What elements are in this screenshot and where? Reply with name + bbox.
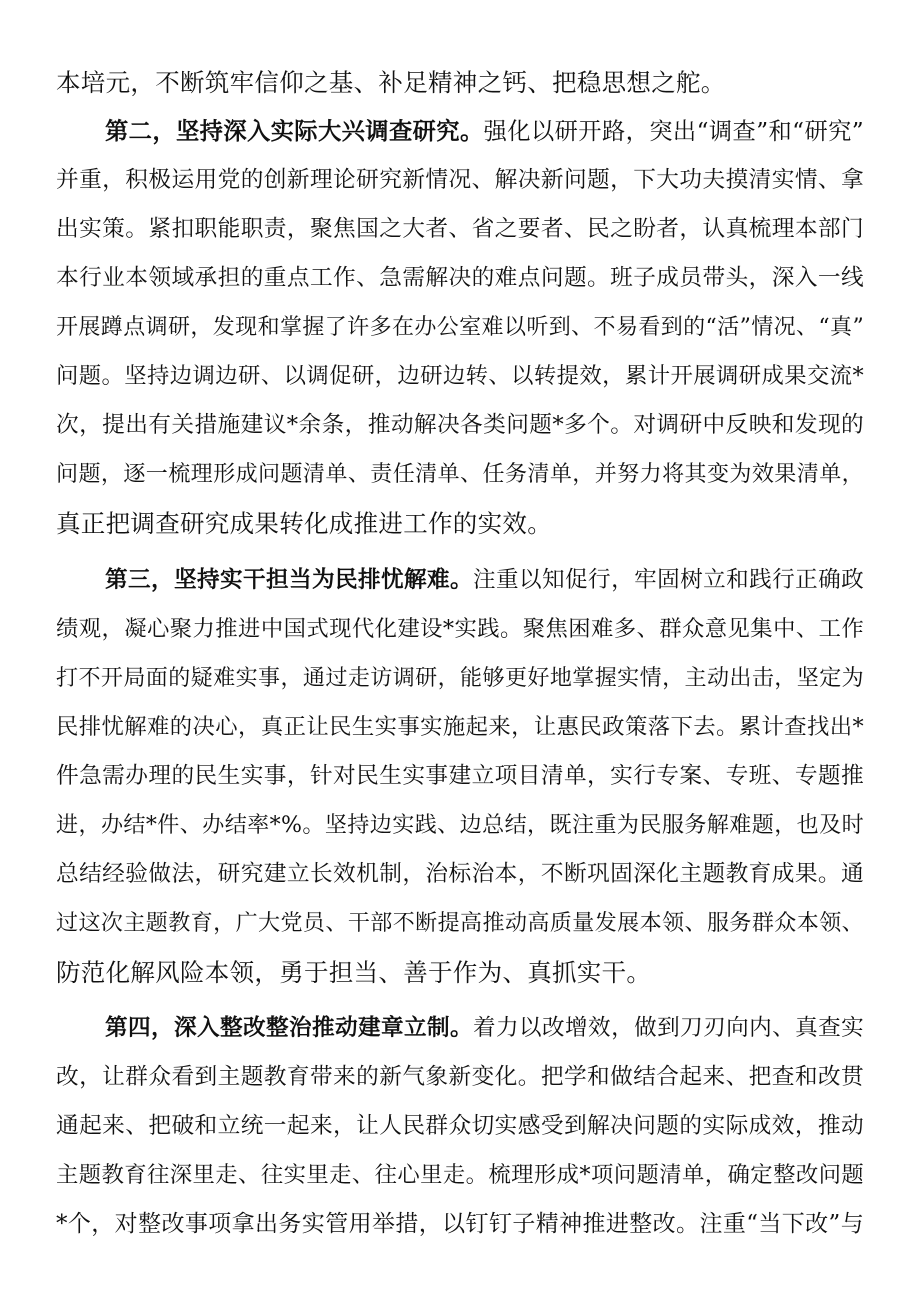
paragraph-fourth <box>56 1004 864 1249</box>
text-line: 次，提出有关措施建议*余条，推动解决各类问题*多个。对调研中反映和发现的 <box>56 412 864 438</box>
section-heading: 第四，深入整改整治推动建章立制。 <box>105 1015 474 1041</box>
text-line: 本培元，不断筑牢信仰之基、补足精神之钙、把稳思想之舵。 <box>56 68 726 97</box>
text-line: 问题。坚持边调边研、以调促研，边研边转、以转提效，累计开展调研成果交流* <box>56 363 864 389</box>
text-line: 件急需办理的民生实事，针对民生实事建立项目清单，实行专案、专班、专题推 <box>56 763 864 789</box>
paragraph-second <box>56 107 864 548</box>
paragraph-lead-text: 强化以研开路，突出“调查”和“研究” <box>483 118 864 145</box>
paragraph-first-line <box>56 556 864 605</box>
section-heading: 第二，坚持深入实际大兴调查研究。 <box>105 118 484 145</box>
text-line: 民排忧解难的决心，真正让民生实事实施起来，让惠民政策落下去。累计查找出* <box>56 714 864 740</box>
text-line: 改，让群众看到主题教育带来的新气象新变化。把学和做结合起来、把查和改贯 <box>56 1064 864 1090</box>
text-line: 过这次主题教育，广大党员、干部不断提高推动高质量发展本领、服务群众本领、 <box>56 911 864 936</box>
text-line: 并重，积极运用党的创新理论研究新情况、解决新问题，下大功夫摸清实情、拿 <box>56 167 864 193</box>
text-line: 出实策。紧扣职能职责，聚焦国之大者、省之要者、民之盼者，认真梳理本部门 <box>56 216 864 242</box>
paragraph-first-line <box>56 107 864 156</box>
text-line: 防范化解风险本领，勇于担当、善于作为、真抓实干。 <box>56 958 652 987</box>
text-line: 绩观，凝心聚力推进中国式现代化建设*实践。聚焦困难多、群众意见集中、工作 <box>56 616 864 642</box>
text-line: 真正把调查研究成果转化成推进工作的实效。 <box>56 509 552 538</box>
paragraph-third <box>56 556 864 997</box>
text-line: 总结经验做法，研究建立长效机制，治标治本，不断巩固深化主题教育成果。通 <box>56 861 864 887</box>
text-line: 打不开局面的疑难实事，通过走访调研，能够更好地掌握实情，主动出击，坚定为 <box>56 666 864 691</box>
paragraph-first-line <box>56 1004 864 1053</box>
text-line: *个，对整改事项拿出务实管用举措，以钉钉子精神推进整改。注重“当下改”与 <box>56 1211 864 1237</box>
text-line: 问题，逐一梳理形成问题清单、责任清单、任务清单，并努力将其变为效果清单， <box>56 462 864 487</box>
text-line: 开展蹲点调研，发现和掌握了许多在办公室难以听到、不易看到的“活”情况、“真” <box>56 315 864 340</box>
paragraph-continuation <box>56 58 864 107</box>
text-line: 主题教育往深里走、往实里走、往心里走。梳理形成*项问题清单，确定整改问题 <box>56 1162 864 1188</box>
paragraph-lead-text: 注重以知促行，牢固树立和践行正确政 <box>473 567 864 593</box>
section-heading: 第三，坚持实干担当为民排忧解难。 <box>105 567 474 593</box>
text-line: 进，办结*件、办结率*%。坚持边实践、边总结，既注重为民服务解难题，也及时 <box>56 813 864 838</box>
text-line: 通起来、把破和立统一起来，让人民群众切实感受到解决问题的实际成效，推动 <box>56 1113 864 1139</box>
paragraph-lead-text: 着力以改增效，做到刀刃向内、真查实 <box>473 1015 864 1041</box>
text-line: 本行业本领域承担的重点工作、急需解决的难点问题。班子成员带头，深入一线 <box>56 265 864 291</box>
